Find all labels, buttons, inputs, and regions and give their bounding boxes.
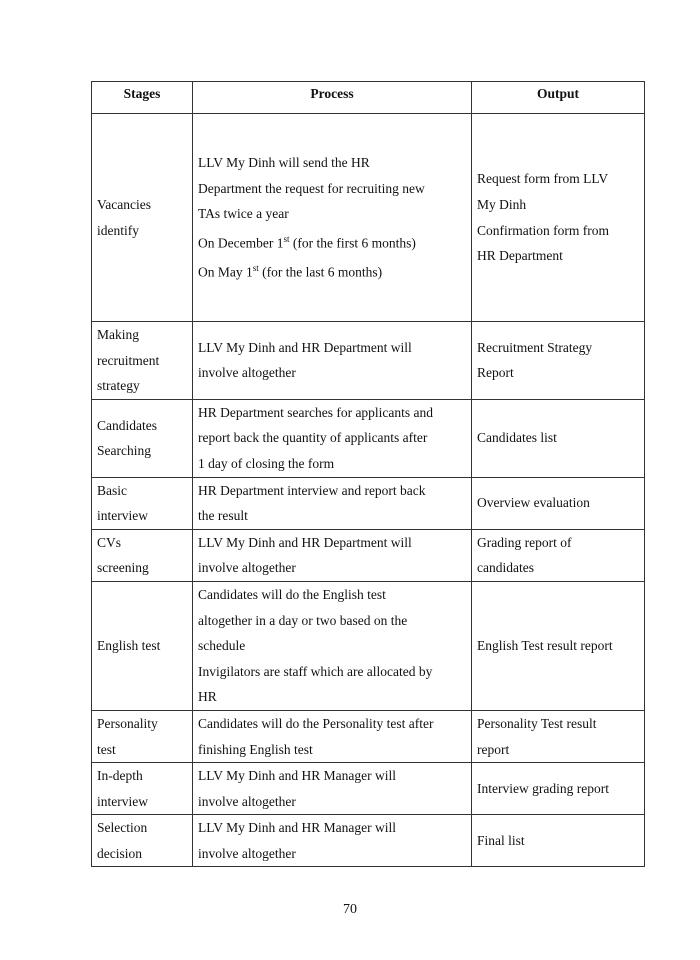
process-line: On December 1st (for the first 6 months): [198, 233, 416, 251]
stage-cell: [92, 529, 193, 581]
output-line: candidates: [477, 560, 534, 576]
process-cell: [193, 477, 472, 529]
stage-line: CVs: [97, 534, 122, 550]
stage-line: Selection: [97, 820, 148, 836]
output-line: Recruitment Strategy: [477, 339, 593, 355]
output-cell: [472, 581, 645, 710]
stage-line: In-depth: [97, 768, 143, 784]
process-line: Candidates will do the English test: [198, 586, 386, 602]
process-cell: [193, 399, 472, 477]
table-row: [92, 399, 645, 477]
output-line: Interview grading report: [477, 780, 609, 796]
process-cell: [193, 710, 472, 762]
process-line: LLV My Dinh and HR Department will: [198, 534, 412, 550]
stage-line: interview: [97, 793, 148, 809]
process-line: HR Department searches for applicants and: [198, 404, 434, 420]
stage-line: recruitment: [97, 352, 160, 368]
process-line: schedule: [198, 638, 246, 654]
table-row: [92, 477, 645, 529]
output-cell: [472, 763, 645, 815]
process-cell: [193, 581, 472, 710]
output-cell: [472, 322, 645, 400]
output-line: English Test result report: [477, 638, 613, 654]
header-stages: Stages: [92, 82, 193, 114]
process-cell: [193, 763, 472, 815]
output-line: Final list: [477, 833, 525, 849]
process-line: Department the request for recruiting new: [198, 180, 425, 196]
output-line: Confirmation form from: [477, 222, 609, 238]
process-line: HR Department interview and report back: [198, 482, 426, 498]
process-line: Candidates will do the Personality test after: [198, 715, 434, 731]
process-line: On May 1st (for the last 6 months): [198, 262, 383, 280]
process-line: finishing English test: [198, 741, 313, 757]
table-row: [92, 529, 645, 581]
stage-line: decision: [97, 845, 142, 861]
output-line: Request form from LLV: [477, 171, 609, 187]
output-cell: [472, 114, 645, 322]
recruitment-process-table: [91, 81, 645, 867]
stage-cell: [92, 477, 193, 529]
stage-cell: [92, 763, 193, 815]
output-line: Report: [477, 365, 514, 381]
process-cell: [193, 529, 472, 581]
output-line: Overview evaluation: [477, 495, 590, 511]
process-cell: [193, 322, 472, 400]
process-line: involve altogether: [198, 365, 296, 381]
table-row: [92, 114, 645, 322]
output-line: Grading report of: [477, 534, 572, 550]
table-row: [92, 322, 645, 400]
stage-line: test: [97, 741, 116, 757]
stage-cell: [92, 710, 193, 762]
stage-line: Making: [97, 327, 139, 342]
stage-line: Searching: [97, 443, 151, 459]
stage-line: Basic: [97, 482, 127, 498]
stage-cell: [92, 114, 193, 322]
header-output: Output: [472, 82, 645, 114]
stage-line: screening: [97, 560, 149, 576]
table-row: [92, 710, 645, 762]
process-line: altogether in a day or two based on the: [198, 612, 408, 628]
table-row: [92, 581, 645, 710]
process-line: involve altogether: [198, 845, 296, 861]
output-line: report: [477, 741, 510, 757]
process-cell: [193, 815, 472, 867]
stage-cell: [92, 815, 193, 867]
process-line: involve altogether: [198, 560, 296, 576]
output-line: My Dinh: [477, 196, 527, 212]
process-line: 1 day of closing the form: [198, 455, 335, 471]
process-line: TAs twice a year: [198, 206, 289, 222]
process-line: LLV My Dinh will send the HR: [198, 155, 370, 171]
stage-line: Vacancies: [97, 196, 151, 212]
process-line: LLV My Dinh and HR Manager will: [198, 768, 396, 784]
stage-line: Candidates: [97, 417, 157, 433]
output-cell: [472, 815, 645, 867]
stage-cell: [92, 322, 193, 400]
page-number: 70: [343, 902, 357, 917]
table-row: [92, 763, 645, 815]
stage-line: interview: [97, 508, 148, 524]
stage-cell: [92, 581, 193, 710]
header-process: Process: [193, 82, 472, 114]
stage-line: English test: [97, 638, 161, 654]
process-line: involve altogether: [198, 793, 296, 809]
output-cell: [472, 529, 645, 581]
output-cell: [472, 399, 645, 477]
process-line: Invigilators are staff which are allocated by: [198, 663, 433, 679]
stage-line: strategy: [97, 378, 140, 394]
output-cell: [472, 477, 645, 529]
table-row: [92, 815, 645, 867]
output-line: Candidates list: [477, 430, 557, 446]
process-line: LLV My Dinh and HR Manager will: [198, 820, 396, 836]
stage-line: Personality: [97, 715, 158, 731]
process-line: report back the quantity of applicants after: [198, 430, 428, 446]
process-line: LLV My Dinh and HR Department will: [198, 339, 412, 355]
table-header-row: [92, 82, 645, 114]
output-line: HR Department: [477, 248, 563, 264]
output-line: Personality Test result: [477, 715, 597, 731]
process-line: the result: [198, 508, 248, 524]
process-cell: [193, 114, 472, 322]
output-cell: [472, 710, 645, 762]
process-line: HR: [198, 689, 217, 705]
table-body: [92, 114, 645, 867]
stage-cell: [92, 399, 193, 477]
stage-line: identify: [97, 222, 139, 238]
